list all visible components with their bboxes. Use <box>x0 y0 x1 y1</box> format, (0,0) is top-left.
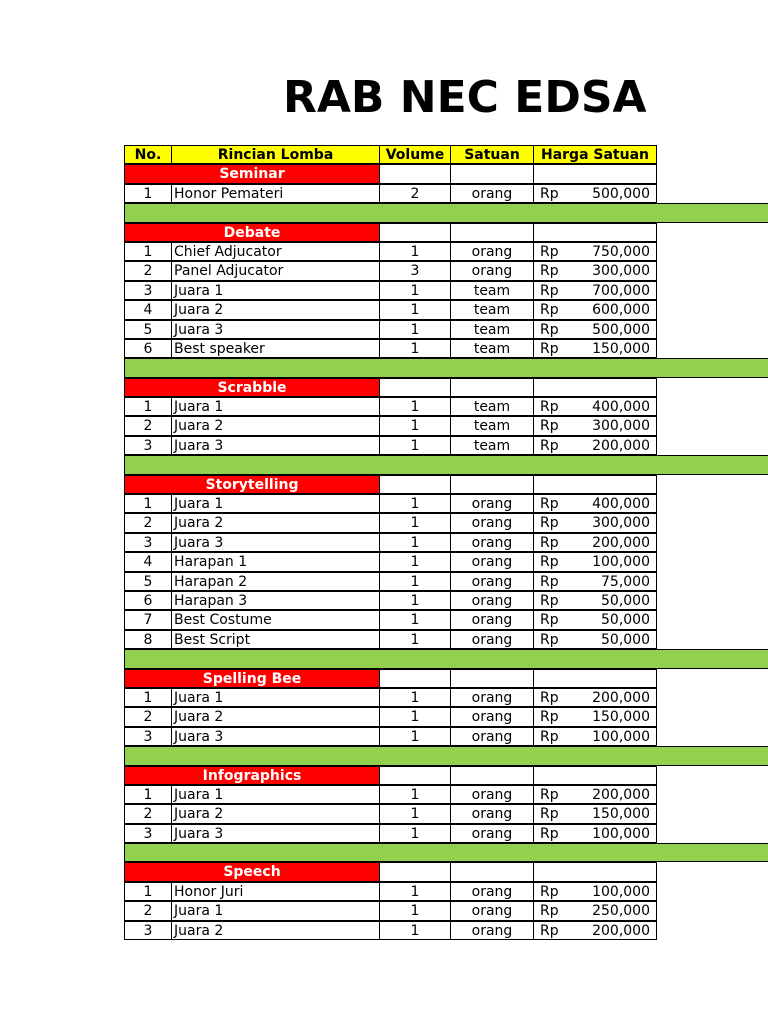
empty-cell <box>533 378 657 397</box>
item-number: 7 <box>124 610 172 629</box>
item-price-cell <box>533 707 657 726</box>
section-title: Storytelling <box>124 475 380 494</box>
item-description: Best speaker <box>171 339 380 358</box>
table-header-row <box>124 145 768 164</box>
item-price: 200,000 <box>592 786 650 803</box>
item-price-cell <box>533 416 657 435</box>
item-volume: 1 <box>379 436 451 455</box>
currency-label: Rp <box>540 689 559 706</box>
item-number: 4 <box>124 300 172 319</box>
separator-bar <box>124 843 768 862</box>
item-unit: team <box>450 300 534 319</box>
item-price-cell <box>533 397 657 416</box>
table-row <box>124 281 768 300</box>
item-volume: 1 <box>379 572 451 591</box>
separator-bar <box>124 203 768 222</box>
item-description: Juara 1 <box>171 688 380 707</box>
item-price-cell <box>533 591 657 610</box>
item-volume: 1 <box>379 804 451 823</box>
item-volume: 1 <box>379 785 451 804</box>
table-row <box>124 707 768 726</box>
empty-cell <box>450 223 534 242</box>
item-unit: orang <box>450 572 534 591</box>
table-row <box>124 533 768 552</box>
item-description: Juara 1 <box>171 397 380 416</box>
item-number: 2 <box>124 416 172 435</box>
table-row <box>124 436 768 455</box>
item-number: 1 <box>124 397 172 416</box>
section-title: Seminar <box>124 164 380 183</box>
empty-cell <box>450 164 534 183</box>
currency-label: Rp <box>540 515 559 532</box>
item-number: 1 <box>124 184 172 203</box>
item-number: 5 <box>124 320 172 339</box>
item-price-cell <box>533 533 657 552</box>
item-unit: orang <box>450 727 534 746</box>
item-number: 2 <box>124 261 172 280</box>
item-price-cell <box>533 320 657 339</box>
empty-cell <box>450 378 534 397</box>
item-price: 600,000 <box>592 302 650 319</box>
item-number: 1 <box>124 688 172 707</box>
currency-label: Rp <box>540 399 559 416</box>
item-unit: orang <box>450 901 534 920</box>
item-volume: 1 <box>379 688 451 707</box>
item-price: 500,000 <box>592 185 650 202</box>
item-price: 100,000 <box>592 825 650 842</box>
item-volume: 1 <box>379 300 451 319</box>
item-description: Juara 3 <box>171 533 380 552</box>
item-price-cell <box>533 785 657 804</box>
item-price-cell <box>533 242 657 261</box>
item-description: Harapan 3 <box>171 591 380 610</box>
currency-label: Rp <box>540 825 559 842</box>
empty-cell <box>450 475 534 494</box>
item-price: 50,000 <box>601 631 650 648</box>
table-row <box>124 513 768 532</box>
table-row <box>124 727 768 746</box>
empty-cell <box>379 862 451 881</box>
table-row <box>124 397 768 416</box>
currency-label: Rp <box>540 418 559 435</box>
item-volume: 1 <box>379 824 451 843</box>
item-description: Honor Juri <box>171 882 380 901</box>
item-price-cell <box>533 436 657 455</box>
currency-label: Rp <box>540 243 559 260</box>
currency-label: Rp <box>540 534 559 551</box>
currency-label: Rp <box>540 263 559 280</box>
empty-cell <box>379 223 451 242</box>
item-number: 2 <box>124 901 172 920</box>
item-volume: 1 <box>379 630 451 649</box>
item-price: 200,000 <box>592 437 650 454</box>
item-volume: 1 <box>379 882 451 901</box>
item-price-cell <box>533 494 657 513</box>
item-volume: 1 <box>379 610 451 629</box>
currency-label: Rp <box>540 728 559 745</box>
section-header-row <box>124 862 768 881</box>
table-row <box>124 688 768 707</box>
section-title: Debate <box>124 223 380 242</box>
item-description: Juara 3 <box>171 320 380 339</box>
item-number: 6 <box>124 591 172 610</box>
currency-label: Rp <box>540 321 559 338</box>
empty-cell <box>379 378 451 397</box>
table-row <box>124 184 768 203</box>
item-number: 1 <box>124 494 172 513</box>
item-volume: 1 <box>379 494 451 513</box>
section-header-row <box>124 669 768 688</box>
item-unit: orang <box>450 494 534 513</box>
item-description: Juara 2 <box>171 416 380 435</box>
item-price: 300,000 <box>592 418 650 435</box>
item-description: Panel Adjucator <box>171 261 380 280</box>
section-header-row <box>124 223 768 242</box>
item-volume: 1 <box>379 242 451 261</box>
item-price: 100,000 <box>592 883 650 900</box>
item-description: Chief Adjucator <box>171 242 380 261</box>
item-price: 400,000 <box>592 399 650 416</box>
item-unit: team <box>450 281 534 300</box>
item-volume: 1 <box>379 707 451 726</box>
item-price: 500,000 <box>592 321 650 338</box>
empty-cell <box>533 223 657 242</box>
empty-cell <box>450 862 534 881</box>
item-description: Honor Pemateri <box>171 184 380 203</box>
item-unit: orang <box>450 785 534 804</box>
currency-label: Rp <box>540 806 559 823</box>
item-volume: 1 <box>379 416 451 435</box>
item-price-cell <box>533 552 657 571</box>
item-price: 300,000 <box>592 515 650 532</box>
item-price: 700,000 <box>592 282 650 299</box>
item-price: 50,000 <box>601 592 650 609</box>
page-title: RAB NEC EDSA <box>283 72 647 123</box>
item-description: Juara 2 <box>171 513 380 532</box>
item-number: 1 <box>124 785 172 804</box>
item-unit: team <box>450 416 534 435</box>
table-row <box>124 572 768 591</box>
item-volume: 1 <box>379 901 451 920</box>
item-number: 4 <box>124 552 172 571</box>
item-unit: team <box>450 397 534 416</box>
item-price-cell <box>533 184 657 203</box>
item-unit: orang <box>450 610 534 629</box>
item-number: 3 <box>124 533 172 552</box>
currency-label: Rp <box>540 883 559 900</box>
item-price: 150,000 <box>592 806 650 823</box>
currency-label: Rp <box>540 709 559 726</box>
item-volume: 1 <box>379 281 451 300</box>
empty-cell <box>379 164 451 183</box>
item-price-cell <box>533 688 657 707</box>
item-number: 3 <box>124 921 172 940</box>
table-row <box>124 824 768 843</box>
item-unit: orang <box>450 707 534 726</box>
section-separator <box>124 358 768 377</box>
item-volume: 1 <box>379 339 451 358</box>
item-description: Juara 3 <box>171 436 380 455</box>
item-price: 250,000 <box>592 903 650 920</box>
table-row <box>124 785 768 804</box>
column-header-no: No. <box>124 145 172 164</box>
table-row <box>124 339 768 358</box>
item-volume: 1 <box>379 513 451 532</box>
item-description: Juara 3 <box>171 824 380 843</box>
table-row <box>124 804 768 823</box>
item-description: Juara 2 <box>171 804 380 823</box>
item-description: Juara 3 <box>171 727 380 746</box>
item-unit: orang <box>450 921 534 940</box>
item-unit: orang <box>450 688 534 707</box>
item-number: 1 <box>124 242 172 261</box>
currency-label: Rp <box>540 437 559 454</box>
item-number: 2 <box>124 707 172 726</box>
item-description: Harapan 1 <box>171 552 380 571</box>
separator-bar <box>124 746 768 765</box>
item-unit: team <box>450 320 534 339</box>
item-unit: orang <box>450 804 534 823</box>
item-price: 50,000 <box>601 612 650 629</box>
item-volume: 1 <box>379 591 451 610</box>
currency-label: Rp <box>540 302 559 319</box>
item-price-cell <box>533 610 657 629</box>
table-row <box>124 610 768 629</box>
item-volume: 2 <box>379 184 451 203</box>
item-description: Best Costume <box>171 610 380 629</box>
currency-label: Rp <box>540 554 559 571</box>
item-price-cell <box>533 300 657 319</box>
item-unit: orang <box>450 242 534 261</box>
currency-label: Rp <box>540 903 559 920</box>
item-description: Juara 2 <box>171 707 380 726</box>
item-price: 100,000 <box>592 728 650 745</box>
item-unit: orang <box>450 184 534 203</box>
section-title: Infographics <box>124 766 380 785</box>
empty-cell <box>379 669 451 688</box>
currency-label: Rp <box>540 185 559 202</box>
item-unit: orang <box>450 882 534 901</box>
item-price-cell <box>533 281 657 300</box>
currency-label: Rp <box>540 631 559 648</box>
column-header-satuan: Satuan <box>450 145 534 164</box>
table-row <box>124 591 768 610</box>
item-volume: 1 <box>379 533 451 552</box>
item-unit: orang <box>450 513 534 532</box>
item-unit: orang <box>450 591 534 610</box>
item-price: 200,000 <box>592 534 650 551</box>
section-header-row <box>124 766 768 785</box>
section-separator <box>124 455 768 474</box>
table-row <box>124 320 768 339</box>
item-unit: orang <box>450 630 534 649</box>
item-price: 750,000 <box>592 243 650 260</box>
item-price-cell <box>533 630 657 649</box>
item-volume: 3 <box>379 261 451 280</box>
item-number: 3 <box>124 436 172 455</box>
item-price-cell <box>533 513 657 532</box>
table-row <box>124 300 768 319</box>
item-number: 8 <box>124 630 172 649</box>
table-row <box>124 242 768 261</box>
item-volume: 1 <box>379 397 451 416</box>
item-description: Juara 1 <box>171 281 380 300</box>
item-description: Juara 2 <box>171 921 380 940</box>
column-header-volume: Volume <box>379 145 451 164</box>
currency-label: Rp <box>540 592 559 609</box>
section-separator <box>124 649 768 668</box>
item-number: 2 <box>124 804 172 823</box>
section-title: Speech <box>124 862 380 881</box>
item-unit: orang <box>450 824 534 843</box>
item-unit: team <box>450 339 534 358</box>
item-volume: 1 <box>379 552 451 571</box>
section-title: Spelling Bee <box>124 669 380 688</box>
item-price-cell <box>533 572 657 591</box>
section-header-row <box>124 378 768 397</box>
separator-bar <box>124 358 768 377</box>
item-volume: 1 <box>379 921 451 940</box>
section-header-row <box>124 475 768 494</box>
item-unit: orang <box>450 552 534 571</box>
table-row <box>124 261 768 280</box>
item-price: 300,000 <box>592 263 650 280</box>
item-price: 150,000 <box>592 340 650 357</box>
item-price: 75,000 <box>601 573 650 590</box>
currency-label: Rp <box>540 922 559 939</box>
item-number: 3 <box>124 281 172 300</box>
currency-label: Rp <box>540 573 559 590</box>
table-row <box>124 630 768 649</box>
column-header-rincian: Rincian Lomba <box>171 145 380 164</box>
item-price-cell <box>533 882 657 901</box>
item-description: Juara 1 <box>171 785 380 804</box>
item-price-cell <box>533 921 657 940</box>
item-price: 100,000 <box>592 554 650 571</box>
table-row <box>124 901 768 920</box>
column-header-harga: Harga Satuan <box>533 145 657 164</box>
item-description: Juara 2 <box>171 300 380 319</box>
item-unit: orang <box>450 533 534 552</box>
empty-cell <box>450 669 534 688</box>
currency-label: Rp <box>540 786 559 803</box>
currency-label: Rp <box>540 282 559 299</box>
item-volume: 1 <box>379 727 451 746</box>
table-row <box>124 882 768 901</box>
table-row <box>124 416 768 435</box>
item-unit: orang <box>450 261 534 280</box>
budget-table <box>124 145 768 940</box>
section-separator <box>124 746 768 765</box>
item-price-cell <box>533 339 657 358</box>
empty-cell <box>379 766 451 785</box>
item-price: 200,000 <box>592 922 650 939</box>
currency-label: Rp <box>540 340 559 357</box>
empty-cell <box>533 164 657 183</box>
item-price-cell <box>533 261 657 280</box>
empty-cell <box>450 766 534 785</box>
table-row <box>124 921 768 940</box>
currency-label: Rp <box>540 496 559 513</box>
item-description: Juara 1 <box>171 901 380 920</box>
section-title: Scrabble <box>124 378 380 397</box>
item-price-cell <box>533 901 657 920</box>
table-row <box>124 494 768 513</box>
item-price: 200,000 <box>592 689 650 706</box>
item-price-cell <box>533 804 657 823</box>
section-separator <box>124 203 768 222</box>
item-description: Juara 1 <box>171 494 380 513</box>
item-number: 1 <box>124 882 172 901</box>
empty-cell <box>533 766 657 785</box>
item-price-cell <box>533 727 657 746</box>
currency-label: Rp <box>540 612 559 629</box>
section-separator <box>124 843 768 862</box>
separator-bar <box>124 455 768 474</box>
item-number: 2 <box>124 513 172 532</box>
item-price: 150,000 <box>592 709 650 726</box>
item-volume: 1 <box>379 320 451 339</box>
empty-cell <box>379 475 451 494</box>
table-row <box>124 552 768 571</box>
empty-cell <box>533 475 657 494</box>
item-description: Best Script <box>171 630 380 649</box>
item-unit: team <box>450 436 534 455</box>
item-number: 5 <box>124 572 172 591</box>
item-price-cell <box>533 824 657 843</box>
item-number: 6 <box>124 339 172 358</box>
section-header-row <box>124 164 768 183</box>
item-number: 3 <box>124 727 172 746</box>
item-description: Harapan 2 <box>171 572 380 591</box>
item-price: 400,000 <box>592 496 650 513</box>
empty-cell <box>533 669 657 688</box>
item-number: 3 <box>124 824 172 843</box>
empty-cell <box>533 862 657 881</box>
separator-bar <box>124 649 768 668</box>
